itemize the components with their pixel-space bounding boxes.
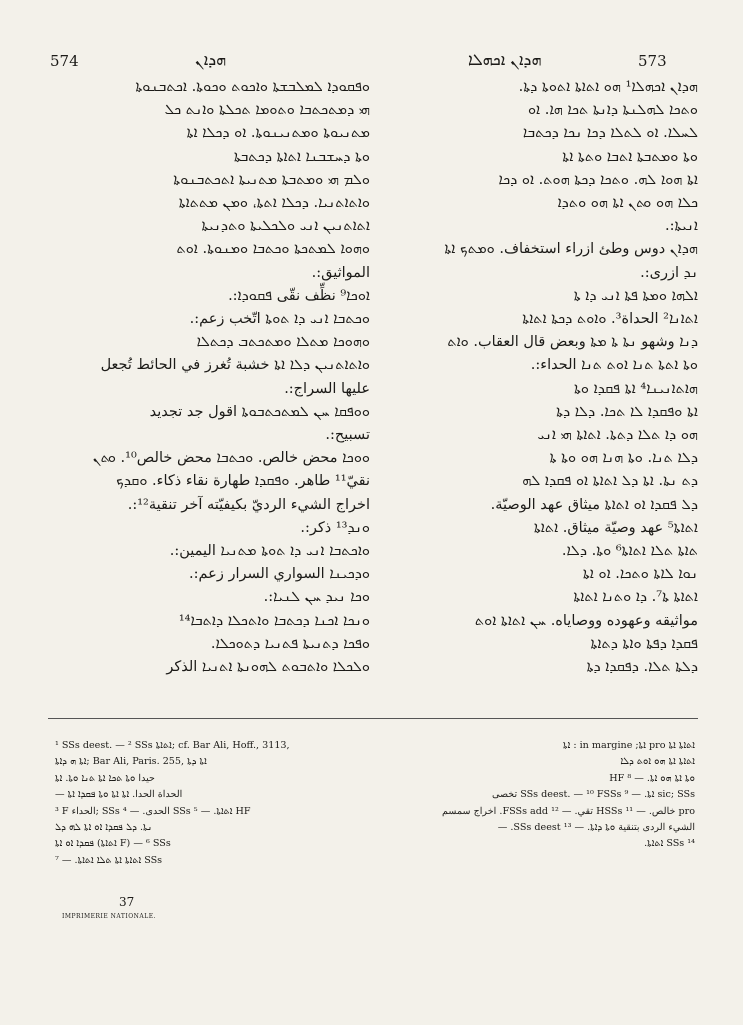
- right-footnotes: [383, 738, 695, 878]
- footnote-line: ܘܬܐ ܐܬܐ ܗܘ ܐܬܐ. — ⁸ HF: [609, 772, 695, 784]
- text-line: ܠܚܠܐ. ܐܘ ܠܬܠܐ ܕܟܐ ܢܟܐ ܕܟܬܒܐ: [522, 125, 698, 142]
- footnote-line: ܐܬܐܬܐ ܐܬܐ ܗܘ ܐܘܬ ܕܠܐ: [620, 756, 695, 768]
- text-line: ܐܬܐܢܐ² الحداة³. ܘܐܘܬ ܕܟܬܐ ܐܬܐܬܐ: [522, 311, 698, 328]
- text-line: ܗܘ ܕܐ ܬܠܐ ܕܬܬܐ. ܐܬܐܬܐ ܗܝ ܐܢܝ: [537, 427, 698, 444]
- text-line: ܘܐܬܐܬܢܝܢ ܕܠܐ ܐܬܐ خشبة تُغرز في الحائط تُجعل: [100, 357, 370, 374]
- text-line: عليها السراج:.: [284, 380, 370, 397]
- text-line: ܐܬܐܬܢܝܢ ܐܢܝ ܘܠܟܠܝܬܐ ܘܬܕܢܝܬܐ: [201, 218, 370, 235]
- footnote-line: ܐܬܐ ܗ ܕܐܬܐ; Bar Ali, Paris. 255, ܐܬܐ ܕܬܐ: [55, 756, 207, 768]
- text-line: ܕܠܐ ܬܢܐ. ܘܬܐ ܗܢܐ ܗܘ ܘܬܐ ܬܐ: [549, 450, 698, 467]
- right-text-column: [380, 76, 698, 676]
- footnote-line: ܢܬܐ. ܕܠ ܦܩܕܐ ܐܘ ܐܬܐ ܠܗ ܕܠ: [55, 822, 153, 834]
- text-line: تسبيح:.: [325, 427, 370, 444]
- text-line: ܘܢܕ¹³ ذكر:.: [300, 519, 370, 536]
- text-line: ܐܬܐ ܘܦܩܕܐ ܠܐ ܬܟܐ. ܕܠܐ ܕܬܐ: [556, 403, 698, 420]
- text-line: ܡܬܢܝܘܬܐ ܘܡܬܢܝܢܘܬܐ. ܐܘ ܕܟܠܐ ܐܬܐ: [186, 125, 370, 142]
- footnote-line: ¹ SSs deest. — ² SSs ܐܬܐܬܐ; cf. Bar Ali, Hoff., 3113,: [55, 740, 290, 751]
- footnote-line: ܐܬܐܬܐ ܐܬܐ ܬܠܐ ܐܬܐܬܐ. — ⁷ SSs: [55, 854, 163, 866]
- text-line: ܘܬܟܐ ܠܗܠܢܬܐ ܕܐܢܬܐ ܬܟܐ ܗܐ. ܐܘ: [527, 102, 698, 119]
- footnote-line: الشيء الردى بتنقية ܘܬܐ ܕܐܬܐ. — ¹³ SSs deest. —: [497, 822, 695, 834]
- text-line: ܘܬܐ ܕܚܫܒܢܐ ܐܬܐܬܐ ܕܟܬܒܬܐ: [233, 148, 370, 165]
- text-line: ܘܗܘܐ ܠܡܬܟܬܐ ܘܟܬܒܐ ܘܡܢܘܬܐ. ܐܘܬ: [176, 241, 370, 258]
- text-line: ܘܗܘܟܐ ܡܬܠܐ ܘܡܬܟܬܒ ܕܟܬܠܐ: [196, 334, 370, 351]
- signature-mark: 37: [119, 895, 135, 909]
- text-line: ܕܠܬܐ ܬܠܐ. ܕܦܩܕܐ ܕܬܐ: [586, 659, 698, 676]
- footnote-line: ³ F الحداء; SSs الحدى. — ⁴ SSs ܐܬܐܬܐ. — ⁵ HF: [55, 805, 251, 817]
- text-line: اخراج الشيء الرديّ بكيفيّته آخر تنقية¹²:.: [127, 496, 370, 513]
- footnote-line: pro خالص. — ¹¹ HSSs تقي. — ¹² FSSs add. اخراج سمسم: [442, 805, 695, 817]
- text-line: ܘܐܬܐܬܢܝܐ. ܕܟܠܐ ܐܬܬܐ، ܘܡܢ ܡܬܬܐܬܐ: [178, 195, 370, 212]
- text-line: ܘܬܐ ܐܬܬܐ ܬܢܐ ܐܘܬ ܬܢܐ الحداء:.: [530, 357, 698, 374]
- text-line: ܘܐܟܬܒܐ ܐܢܝ ܕܐ ܬܘܬܐ ܡܬܢܝܐ اليمين:.: [169, 543, 370, 560]
- left-page-number: 574: [50, 52, 79, 70]
- footnote-line: sic; SSs ܐܬܐ. — ⁹ SSs deest. — ¹⁰ FSSs تخصى: [491, 789, 695, 801]
- text-line: ܗܝ ܕܡܬܟܬܒܐ ܘܬܘܡܐ ܬܟܠܬܐ ܘܐܢܬ ܟܠ: [164, 102, 370, 119]
- text-line: ܘܠܡ ܗܝ ܘܡܬܒܬܐ ܡܬܢܝܬܐ ܐܬܟܬܒܢܘܬܐ: [173, 171, 370, 188]
- text-line: ܐܬܐܬܐ⁵ عهد وصيّة ميثاق. ܐܬܐܬܐ: [533, 519, 698, 536]
- text-line: ܕܠ ܦܩܕܐ ܐܘ ܐܬܐܬܐ ميثاق عهد الوصيّة.: [490, 496, 698, 513]
- left-text-column: [50, 76, 370, 706]
- text-line: ܕܢܐ وشهو ܢܬܐ ܬܐ ܡܬܐ وبعض قال العقاب. ܘܐܬ: [447, 334, 698, 351]
- text-line: مواثيقه وعهوده ووصاياه. ܚܢ ܐܬܐܬܐ ܐܘܬ: [474, 612, 698, 629]
- text-line: ܘܦܩܘܕܐ ܠܡܠܒܫܬܐ ܘܐܟܘܬ ܘܟܘܬܐ. ܐܟܬܒܢܘܬܐ: [135, 79, 370, 95]
- text-line: ܗܕܐܢ ܐܟܗܠܐ¹ ܗܘ ܐܬܐܬܐ ܐܬܘܬܐ ܕܬܐ.: [518, 79, 698, 95]
- text-line: ܕܬ ܢܬܐ. ܐܬܐ ܕܠ ܐܬܐܬܐ ܐܘ ܦܩܕܐ ܠܗ: [522, 473, 698, 490]
- left-footnotes: [55, 738, 360, 888]
- printer-imprint: IMPRIMERIE NATIONALE.: [62, 913, 157, 920]
- text-line: ܘܟܬܒܐ ܐܢܝ ܕܐ ܬܘܬܐ اتّخب زعم:.: [189, 311, 370, 328]
- footnote-line: ¹⁴ SSs ܐܬܐܬܐ.: [644, 838, 695, 850]
- right-page-number: 573: [638, 52, 667, 70]
- text-line: ܬܐܬܐ ܬܠܐ ܐܬܐܬܐ⁶ ܘܬܐ. ܕܠܐ.: [561, 543, 698, 560]
- footnote-line: ܦܩܕܐ ܐܘ ܐܬܐ (ܐܬܐܬܐ F) — ⁶ SSs: [55, 838, 171, 850]
- text-line: ܦܩܕܐ ܕܦܬܐ ܘܐܬܐ ܕܬܐܬܐ: [590, 635, 698, 652]
- text-line: ܐܬܐܬܐ ܬܐ⁷. ܕܐ ܘܬܢܐ ܐܬܐܬܐ: [573, 589, 698, 606]
- right-running-title: ܗܕܐܢ ܐܟܗܠܐ: [468, 50, 542, 69]
- left-running-title: ܗܕܐܢ: [195, 50, 227, 69]
- text-line: ܘܠܟܠܐ ܘܐܬܒܘܬ ܠܗܘܢܬܐ ܐܬܢܝܐ الذكر: [166, 659, 370, 676]
- footnote-line: حيدا ܘܬܐ ܬܟܐ ܐܬܐ ܬܢܐ ܘܬܐ. ܐܬܐ: [55, 772, 155, 784]
- text-line: ܐܬܐ ܗܘܐ ܠܗ. ܘܬܟܐ ܕܟܬܐ ܗܘܬ. ܐܘ ܕܟܐ: [498, 171, 698, 188]
- footnote-line: ܐܬܐܬܐ ܐܬܐ pro ܐܬܐ; in margine : ܐܬܐ: [562, 740, 695, 751]
- text-line: ܘܕܟܝܢܐ السواري السرار زعم:.: [189, 566, 370, 583]
- text-line: ܟܠܐ ܗܘ ܘܬܢ ܐܬܐ ܗܘ ܘܬܕܐ: [557, 195, 698, 212]
- text-line: ܘܬܐ ܘܡܬܒܬܐ ܐܬܒܐ ܘܬܬܐ ܐܬܐ: [562, 148, 698, 165]
- text-line: نقيّ¹¹ طاهر. ܘܦܩܕܐ طهارة نقاء ذكاء. ܘܩܕܟ: [116, 473, 370, 490]
- text-line: ܗܐܬܐܢܝܢܐ⁴ ܐܬܐ ܦܩܕܐ ܘܬܐ: [574, 380, 698, 397]
- footnote-divider: [48, 718, 698, 719]
- text-line: ܘܘܦܩܐ ܚܢ ܠܡܬܟܬܒܘܬܐ اقول جد تجديد: [149, 403, 370, 420]
- text-line: ܐܢܝܬܐ:.: [664, 218, 698, 235]
- text-line: ܘܘܟܐ محض خالص. ܘܟܬܒܐ محض خالص¹⁰. ܘܬܢ: [92, 450, 370, 467]
- text-line: ܘܦܟܐ ܕܬܢܝܬܐ ܦܬܢܝܐ ܕܬܘܟܠܐ.: [210, 635, 370, 652]
- footnote-line: — الحداة الحدا. ܐܬܐ ܐܬܐ ܘܬܐ ܦܩܕܐ ܐܬܐ: [55, 789, 183, 801]
- text-line: ܢܘܐ ܠܐܬܐ ܘܬܟܐ. ܐܘ ܐܬܐ: [582, 566, 698, 583]
- text-line: ܐܘܟܐ⁹ نظِّف نقّى ܦܩܘܕܐ:.: [228, 287, 370, 304]
- text-line: ܘܢܟܐ ܐܟܢܐ ܕܟܬܒܐ ܘܐܬܟܠܐ ܕܐܬܒܐ¹⁴: [178, 612, 370, 629]
- text-line: ܘܟܐ ܢܝܕ ܚܢ ܠܢܝܐ:.: [263, 589, 370, 606]
- text-line: ܢܕ ازرى:.: [640, 264, 698, 281]
- text-line: المواثيق:.: [311, 264, 370, 281]
- text-line: ܐܠܗܐ ܘܡܬܐ ܦܬܐ ܐܢܝ ܕܐ ܬܐ: [573, 287, 698, 304]
- text-line: ܗܕܐܢ دوس وطئ ازراء استخفاف. ܘܡܬܟ ܐܬܐ: [444, 241, 698, 258]
